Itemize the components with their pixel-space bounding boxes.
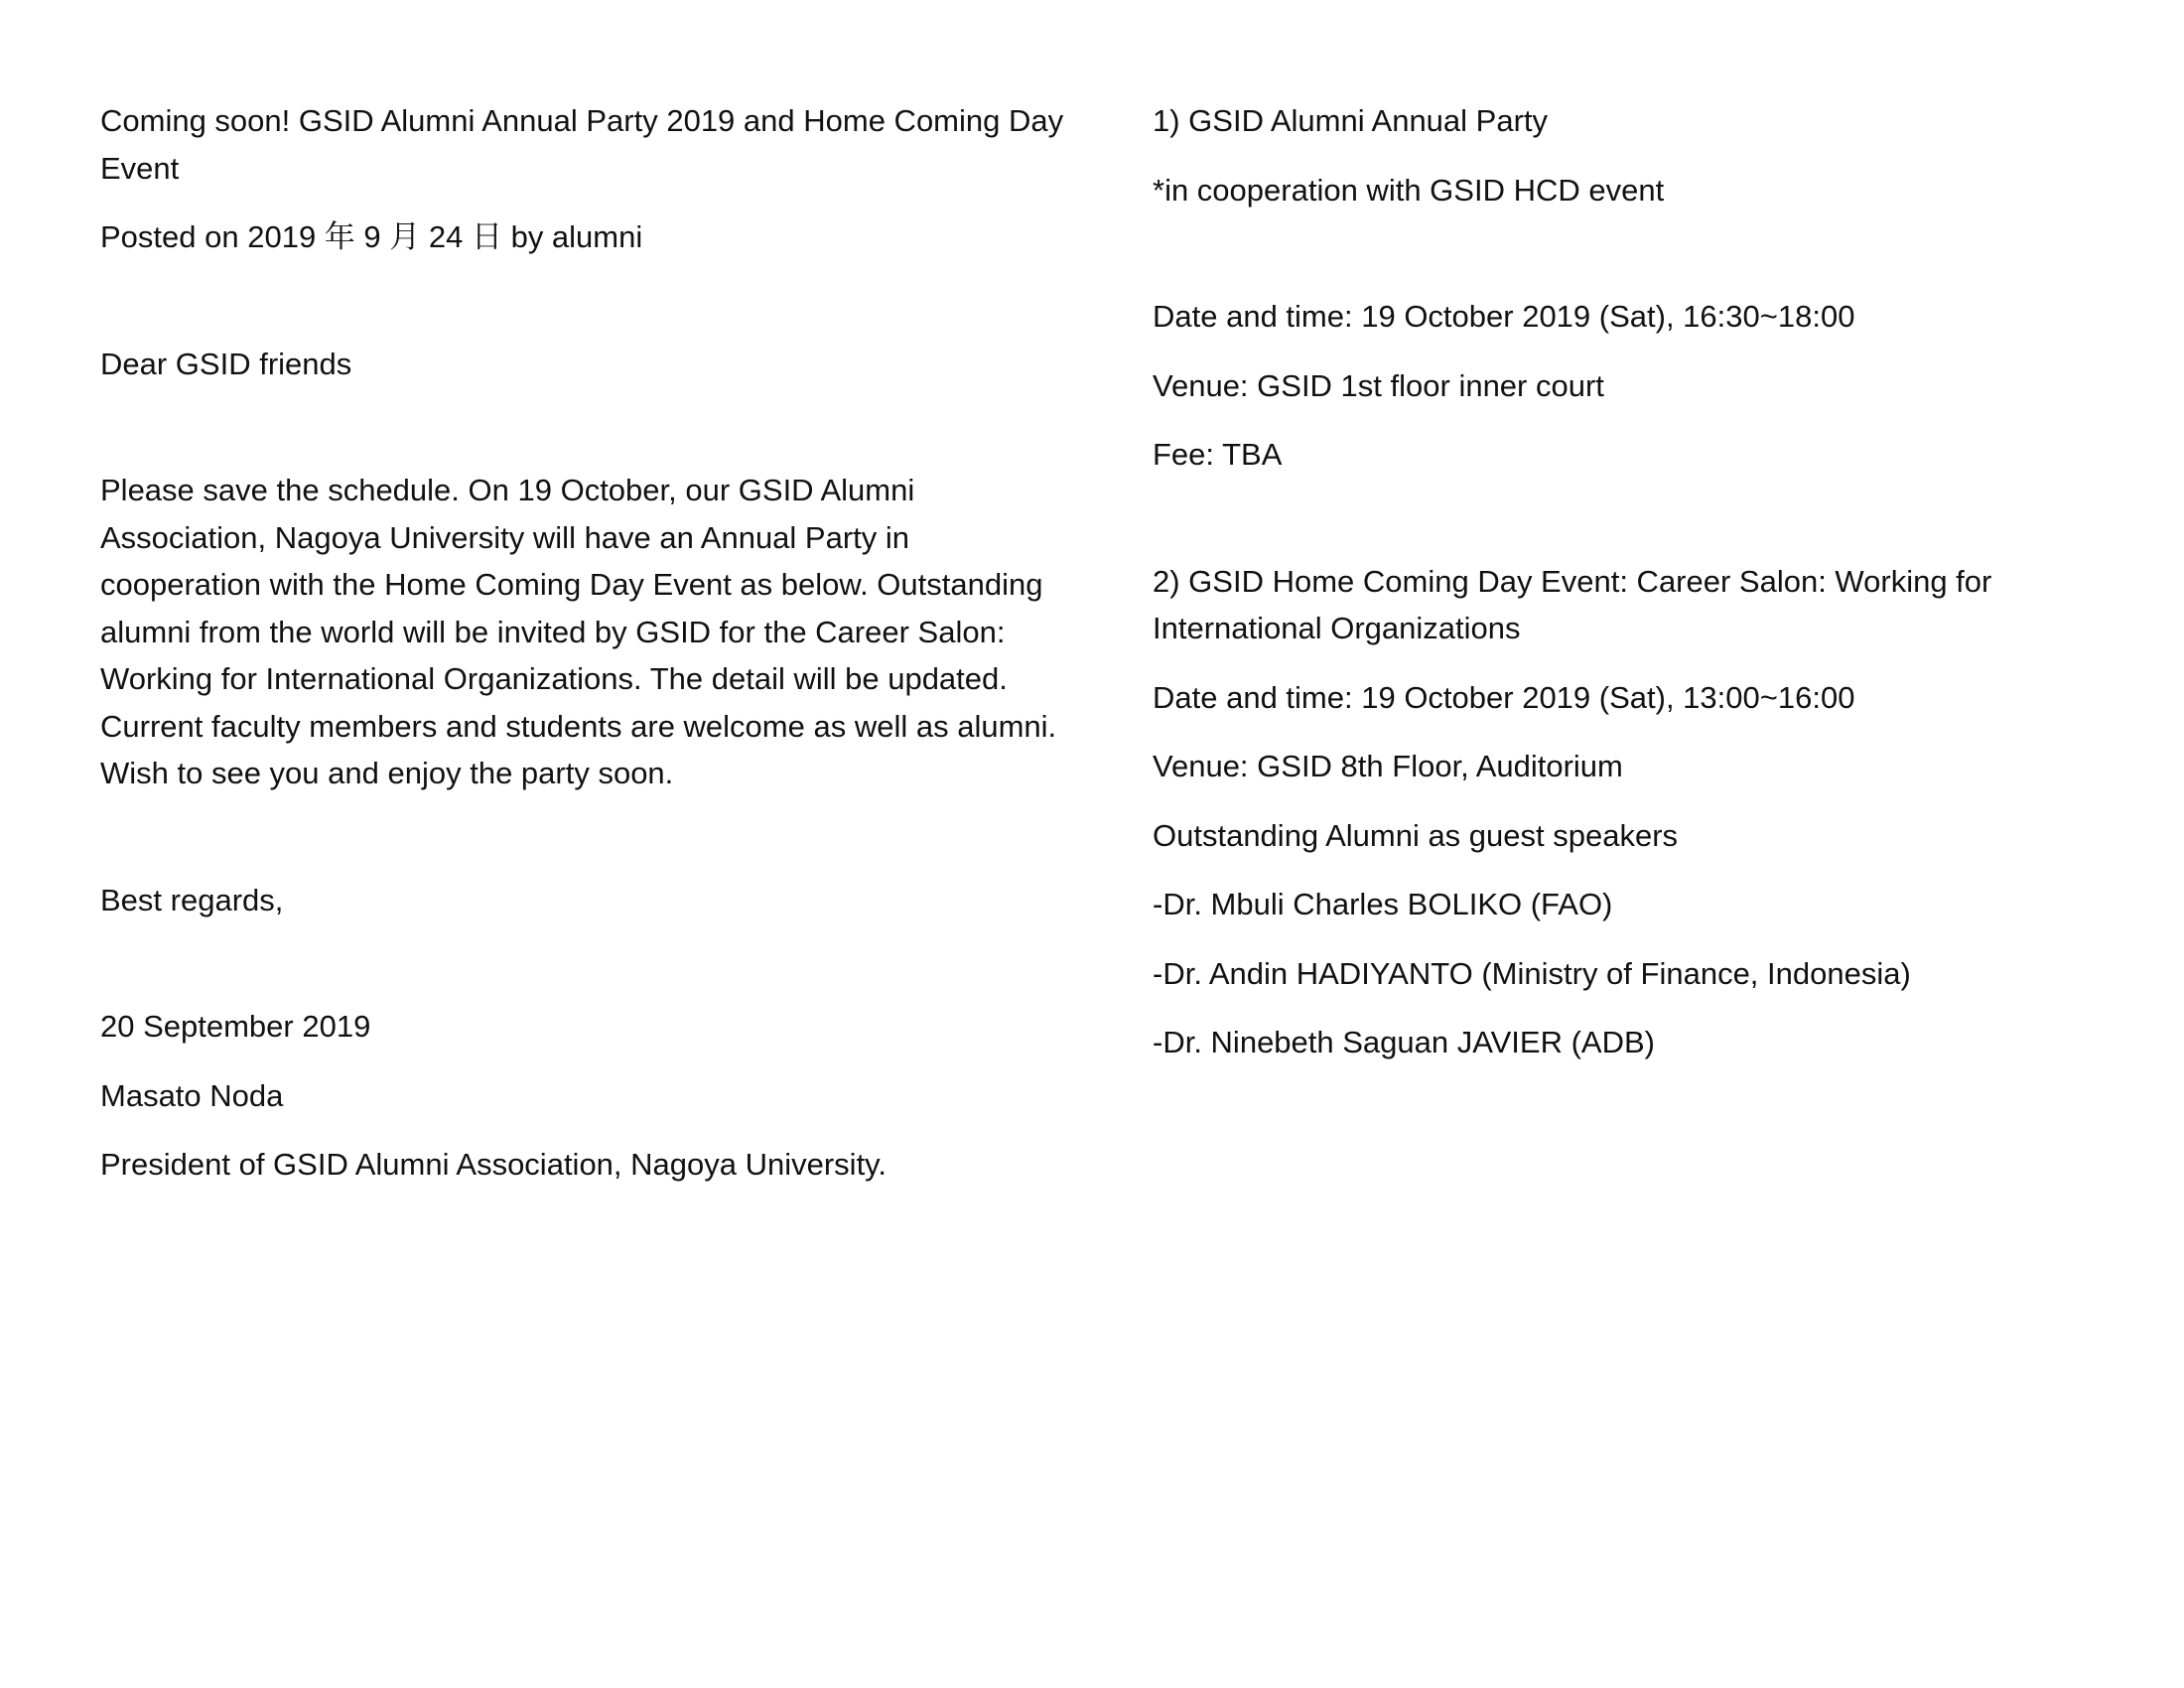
spacer [100, 797, 1073, 877]
spacer [1153, 213, 2096, 293]
spacer [100, 387, 1073, 467]
signer-title: President of GSID Alumni Association, Nagoya University. [100, 1147, 887, 1182]
post-meta: Posted on 2019 年 9 月 24 日 by alumni [100, 219, 643, 254]
spacer [100, 261, 1073, 341]
event1-heading: 1) GSID Alumni Annual Party [1153, 103, 1549, 138]
body-paragraph: Please save the schedule. On 19 October, our GSID Alumni Association, Nagoya University will have an Annual Party in cooperation with the Home Coming Day Event as below. Outstanding alumni from the world will be invited by GSID for the Career Salon: Working for International Organizations. The detail will be updated. Current faculty members and students are welcome as well as alumni. Wish to see you and enjoy the party soon. [100, 473, 1057, 790]
event1-datetime: Date and time: 19 October 2019 (Sat), 16:30~18:00 [1153, 299, 1855, 334]
speaker-item: -Dr. Andin HADIYANTO (Ministry of Finance, Indonesia) [1153, 955, 1911, 991]
event2-datetime: Date and time: 19 October 2019 (Sat), 13:00~16:00 [1153, 679, 1855, 715]
speakers-label: Outstanding Alumni as guest speakers [1153, 817, 1679, 853]
event1-fee: Fee: TBA [1153, 437, 1283, 472]
speaker-item: -Dr. Mbuli Charles BOLIKO (FAO) [1153, 887, 1613, 921]
spacer [1153, 479, 2096, 558]
right-column [1153, 97, 2096, 1066]
event2-heading: 2) GSID Home Coming Day Event: Career Salon: Working for International Organizations [1153, 563, 1992, 645]
signer-name: Masato Noda [100, 1077, 284, 1113]
event2-venue: Venue: GSID 8th Floor, Auditorium [1153, 749, 1623, 783]
left-column [100, 97, 1073, 1189]
letter-date: 20 September 2019 [100, 1009, 371, 1044]
spacer [100, 923, 1073, 1003]
speaker-item: -Dr. Ninebeth Saguan JAVIER (ADB) [1153, 1025, 1655, 1059]
post-title: Coming soon! GSID Alumni Annual Party 2019 and Home Coming Day Event [100, 103, 1064, 186]
event1-note: *in cooperation with GSID HCD event [1153, 172, 1665, 208]
closing: Best regards, [100, 882, 284, 917]
event1-venue: Venue: GSID 1st floor inner court [1153, 367, 1604, 403]
greeting: Dear GSID friends [100, 346, 352, 381]
